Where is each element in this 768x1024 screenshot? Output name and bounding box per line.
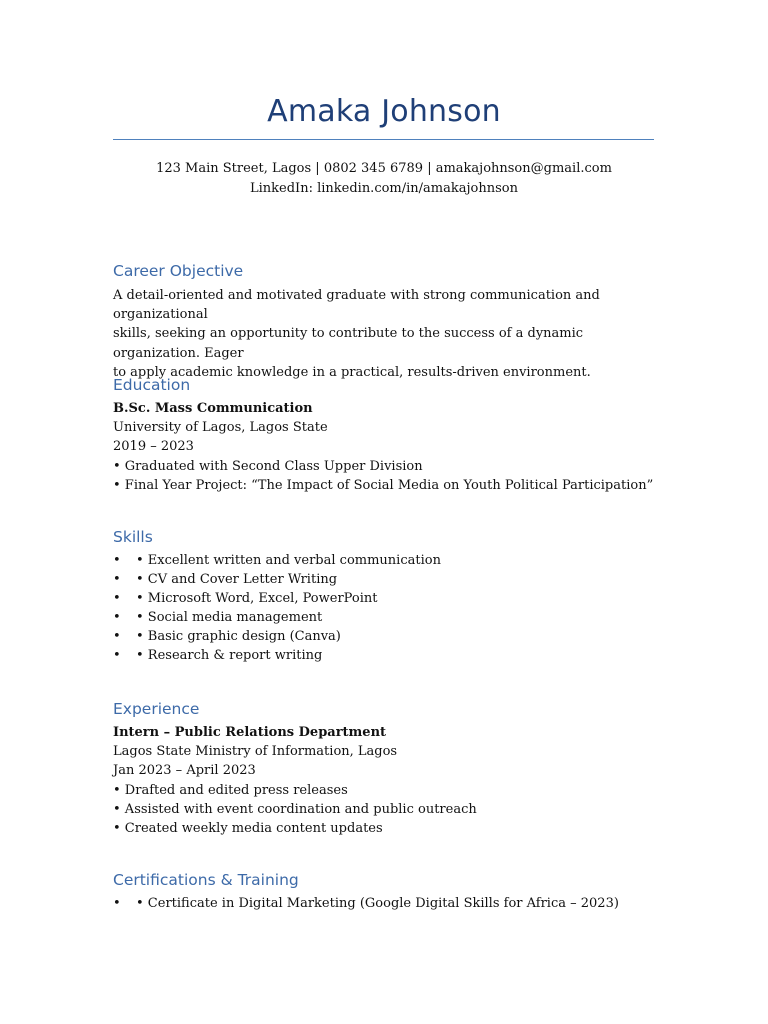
bullet-dot: • [113,572,121,588]
header-divider [113,139,654,140]
objective-line: A detail-oriented and motivated graduate with strong communication and organizational [113,288,600,323]
skill-text: • Basic graphic design (Canva) [136,629,341,645]
skill-text: • Research & report writing [136,648,323,664]
list-item [113,589,658,608]
skill-text: • Social media management [136,610,323,626]
bullet-dot: • [113,591,121,607]
bullet-dot: • [113,648,121,664]
objective-line: skills, seeking an opportunity to contribute to the success of a dynamic organization. Eager [113,326,584,361]
education-point: • Final Year Project: “The Impact of Social Media on Youth Political Participation” [113,477,654,493]
objective-line: to apply academic knowledge in a practical, results-driven environment. [113,364,591,380]
education-heading: Education [113,376,191,394]
contact-line-address-phone-email: 123 Main Street, Lagos | 0802 345 6789 | amakajohnson@gmail.com [156,161,612,176]
experience-point: • Created weekly media content updates [113,821,383,837]
skills-list [113,551,658,666]
education-dates: 2019 – 2023 [113,439,194,455]
contact-line-linkedin: LinkedIn: linkedin.com/in/amakajohnson [250,180,518,196]
degree: B.Sc. Mass Communication [113,401,313,416]
job-organization: Lagos State Ministry of Information, Lagos [113,744,398,760]
education-point: • Graduated with Second Class Upper Division [113,458,423,474]
bullet-dot: • [113,553,121,568]
list-item [113,551,658,570]
contact-info [0,159,768,198]
candidate-name: Amaka Johnson [267,94,501,129]
bullet-dot: • [113,896,121,911]
list-item [113,570,658,589]
list-item [113,627,658,646]
skills-heading: Skills [113,528,153,546]
school: University of Lagos, Lagos State [113,420,328,436]
certifications-list [113,894,658,913]
list-item [113,608,658,627]
bullet-dot: • [113,610,121,626]
list-item [113,646,658,665]
certifications-heading: Certifications & Training [113,871,299,889]
job-dates: Jan 2023 – April 2023 [113,763,256,779]
experience-section [113,723,658,838]
experience-heading: Experience [113,700,200,718]
certification-text: • Certificate in Digital Marketing (Google Digital Skills for Africa – 2023) [136,896,619,911]
education-section [113,399,658,495]
career-objective-text [113,286,658,382]
skill-text: • Excellent written and verbal communication [136,553,441,568]
experience-point: • Drafted and edited press releases [113,782,348,798]
career-objective-heading: Career Objective [113,262,244,280]
skill-text: • CV and Cover Letter Writing [136,572,338,588]
bullet-dot: • [113,629,121,645]
job-role: Intern – Public Relations Department [113,725,387,740]
list-item [113,894,658,913]
experience-point: • Assisted with event coordination and public outreach [113,801,477,817]
skill-text: • Microsoft Word, Excel, PowerPoint [136,591,378,607]
